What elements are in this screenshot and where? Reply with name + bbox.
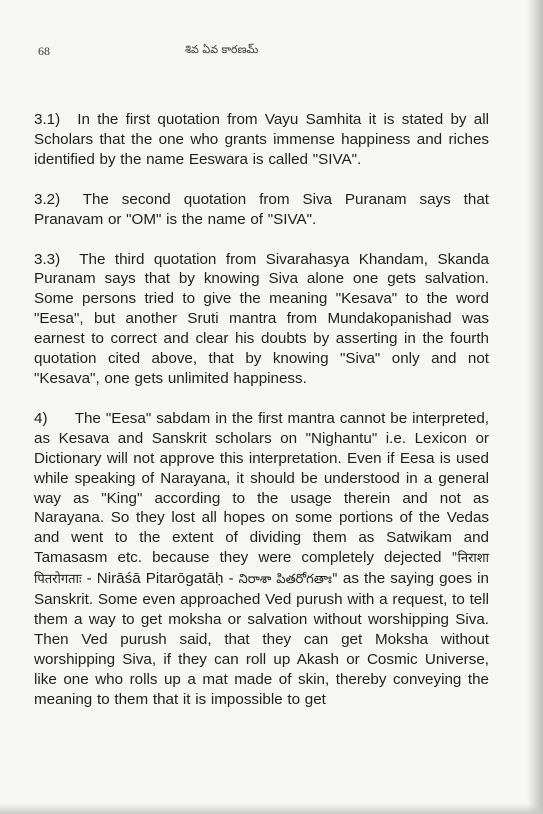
paragraph-number: 4): [34, 409, 48, 427]
telugu-quote: నిరాశా పితరోగతాః": [238, 572, 338, 588]
paragraph-text-before: The "Eesa" sabdam in the first mantra cannot be interpreted, as Kesava and Sanskrit scholars on "Nighantu" i.e. Lexicon or Dictionary will not approve this interpretation. Even if Eesa is used while speaking of Narayana, it should be understood in a general way as "King" according to the usage therein and not as Narayana. So they lost all hopes on some portions of the Vedas and went to the extent of dividing them as Satwikam and Tamasasm etc. because they were completely dejected: [34, 409, 489, 567]
paragraph-number: 3.2): [34, 190, 61, 208]
paragraph-text: In the first quotation from Vayu Samhita it is stated by all Scholars that the one who grants immense happiness and riches identified by the name Eeswara is called "SIVA".: [34, 111, 489, 168]
paragraph-number: 3.3): [34, 250, 61, 268]
page-body: [34, 110, 489, 729]
devanagari-quote: "निराशा पितरोगताः: [34, 551, 489, 588]
page-bottom-shadow: [0, 804, 543, 814]
paragraph-text: The second quotation from Siva Puranam says that Pranavam or "OM" is the name of "SIVA".: [34, 190, 489, 228]
page-header: [0, 44, 543, 64]
paragraph-3-3: [34, 250, 489, 389]
page-number: 68: [38, 44, 50, 58]
paragraph-text-after: as the saying goes in Sanskrit. Some even approached Ved purush with a request, to tell them a way to get moksha or salvation without worshipping Siva. Then Ved purush said, that they can get Moksha without worshipping Siva, if they can roll up Akash or Cosmic Universe, like one who rolls up a mat made of skin, thereby conveying the meaning to them that it is impossible to get: [34, 570, 489, 708]
paragraph-4: [34, 409, 489, 710]
running-title: శివ ఏవ కారణమ్: [185, 43, 259, 56]
paragraph-number: 3.1): [34, 111, 61, 128]
paragraph-3-1: [34, 110, 489, 170]
transliteration: - Nirāśā Pitarōgatāḥ -: [81, 570, 239, 588]
page-edge-shadow: [527, 0, 543, 814]
paragraph-text: The third quotation from Sivarahasya Khandam, Skanda Puranam says that by knowing Siva alone one gets salvation. Some persons tried to give the meaning "Kesava" to the word "Eesa", but another Sruti mantra from Mundakopanishad was earnest to correct and clear his doubts by asserting in the fourth quotation cited above, that by knowing "Siva" only and not "Kesava", one gets unlimited happiness.: [34, 250, 489, 387]
paragraph-3-2: [34, 190, 489, 230]
